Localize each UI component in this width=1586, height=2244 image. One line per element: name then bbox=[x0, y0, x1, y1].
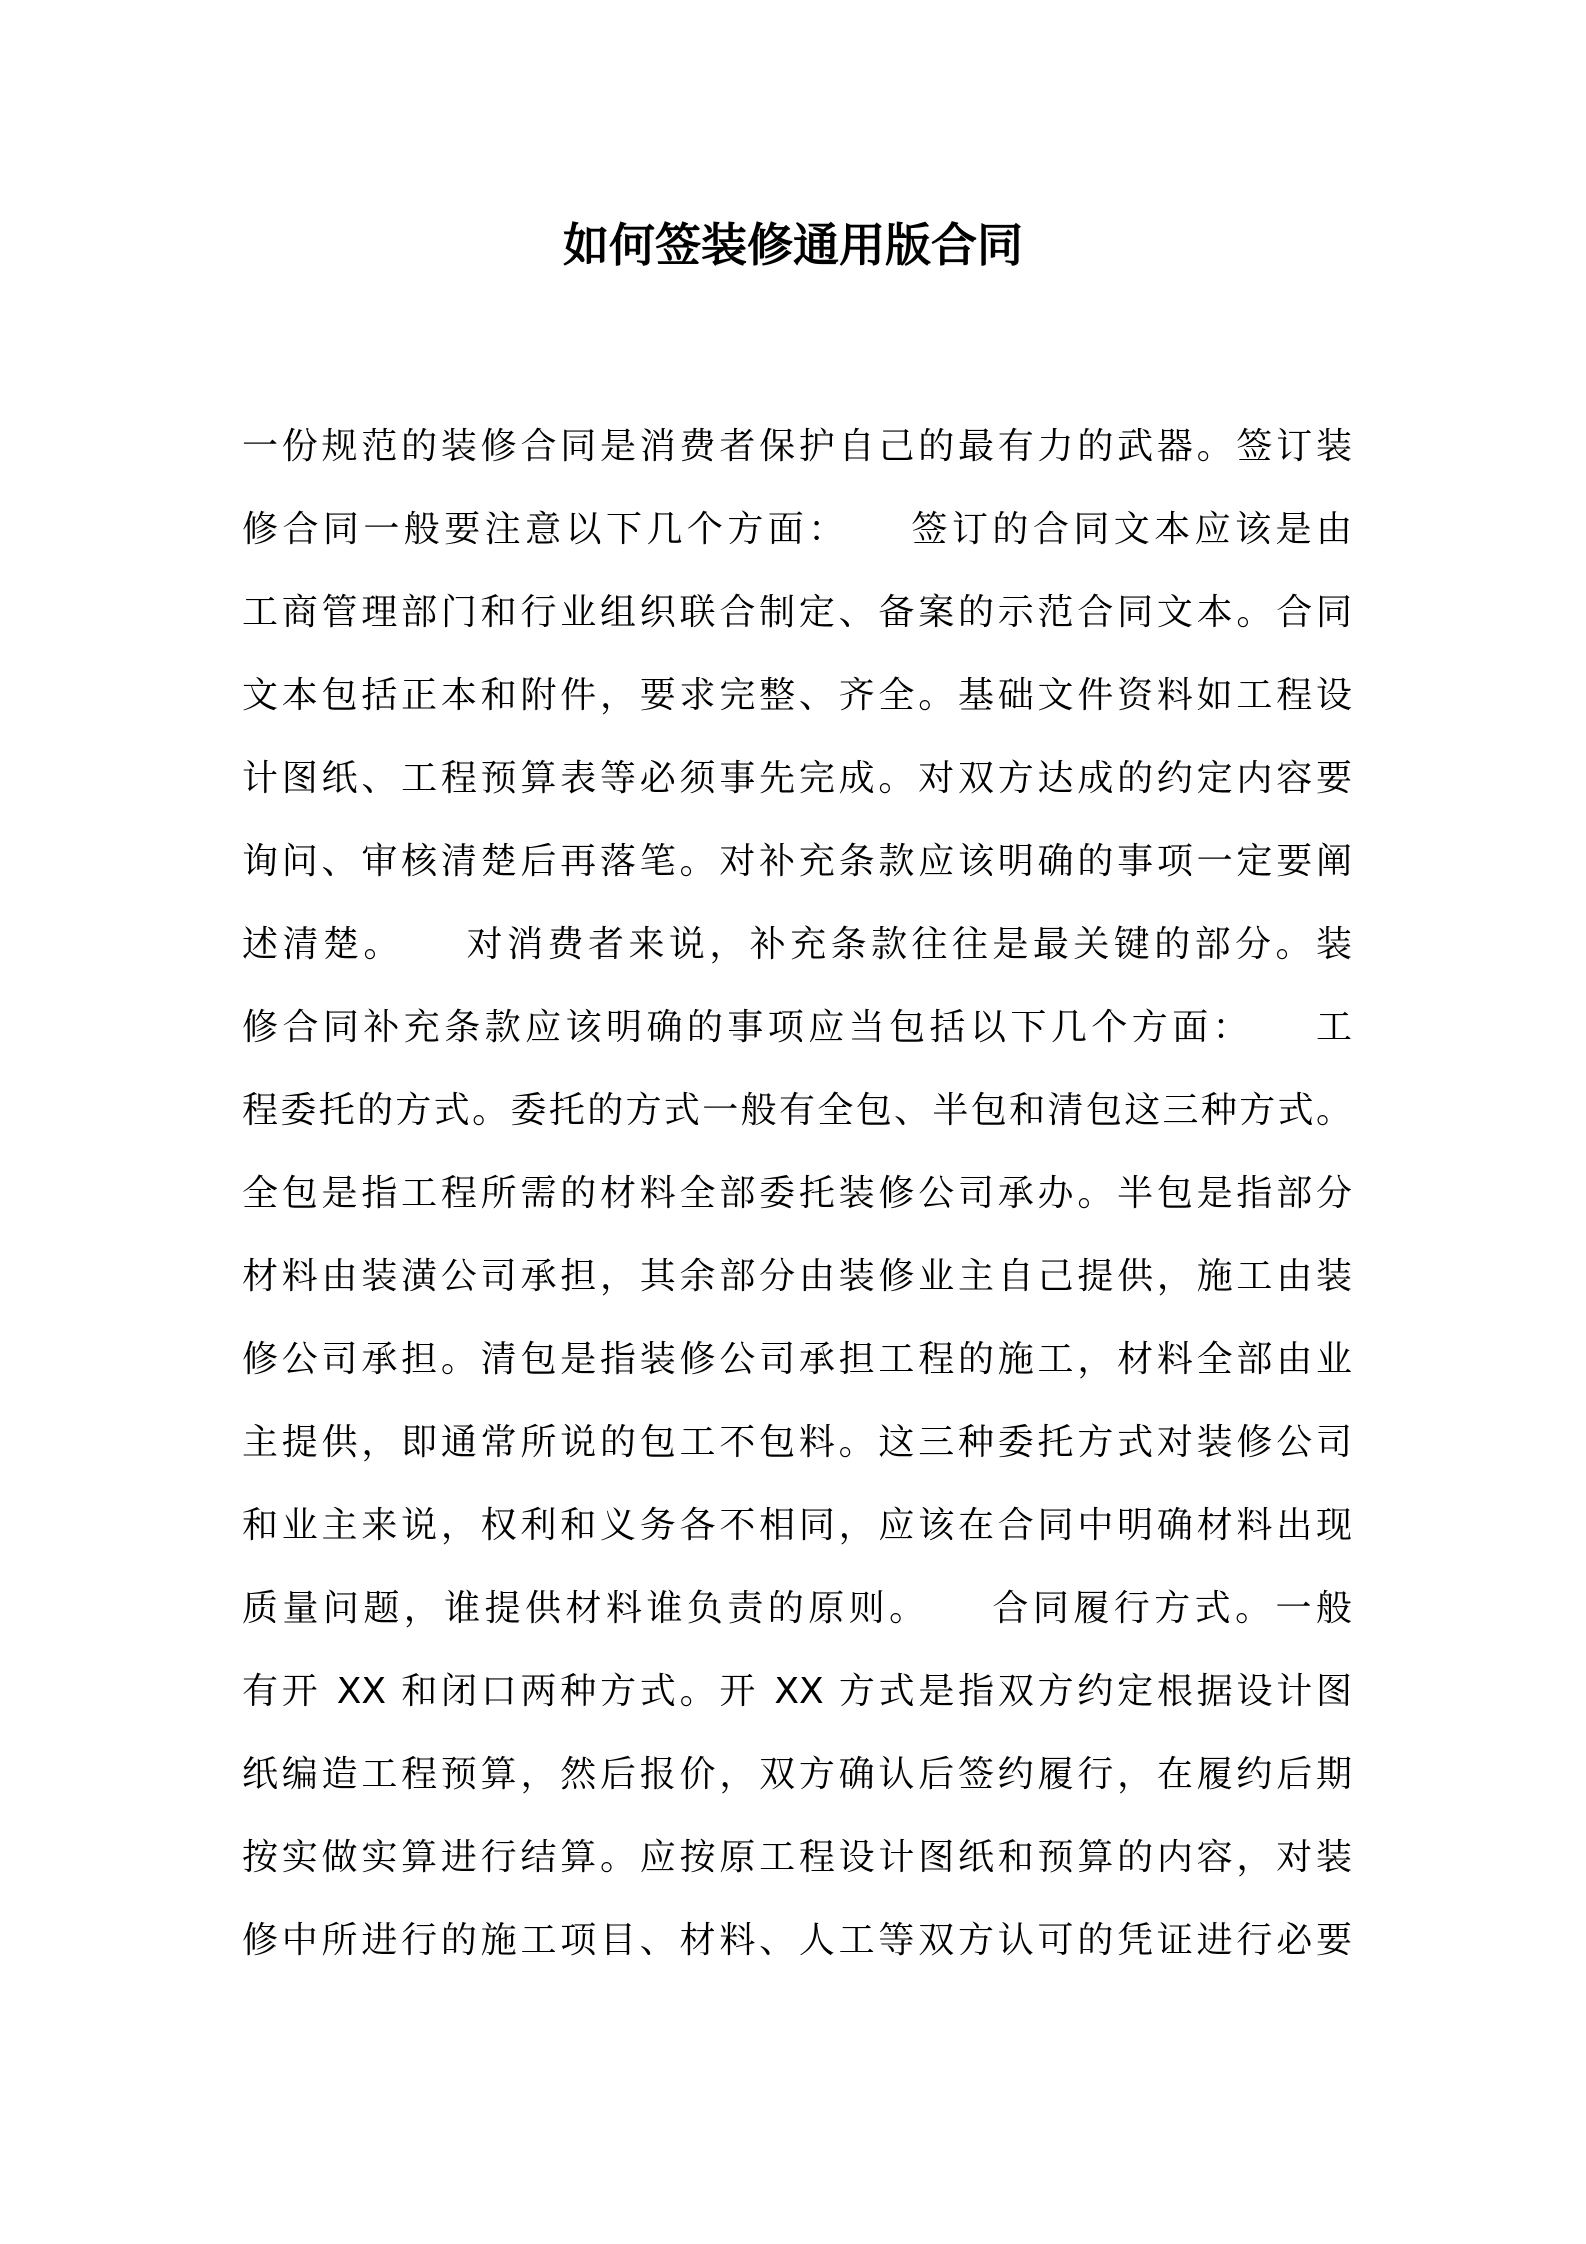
body-line: 一份规范的装修合同是消费者保护自己的最有力的武器。签订装 bbox=[242, 426, 1352, 467]
body-line: 纸编造工程预算，然后报价，双方确认后签约履行，在履约后期 bbox=[242, 1754, 1352, 1795]
document-body bbox=[242, 405, 1352, 1982]
body-line: 主提供，即通常所说的包工不包料。这三种委托方式对装修公司 bbox=[242, 1422, 1352, 1463]
body-line: 修公司承担。清包是指装修公司承担工程的施工，材料全部由业 bbox=[242, 1339, 1352, 1380]
body-line: 修合同一般要注意以下几个方面： 签订的合同文本应该是由 bbox=[242, 509, 1352, 550]
body-line: 程委托的方式。委托的方式一般有全包、半包和清包这三种方式。 bbox=[242, 1090, 1352, 1131]
body-line: 修合同补充条款应该明确的事项应当包括以下几个方面： 工 bbox=[242, 1007, 1352, 1048]
body-line: 文本包括正本和附件，要求完整、齐全。基础文件资料如工程设 bbox=[242, 675, 1352, 716]
body-line: 质量问题，谁提供材料谁负责的原则。 合同履行方式。一般 bbox=[242, 1588, 1352, 1629]
body-line: 工商管理部门和行业组织联合制定、备案的示范合同文本。合同 bbox=[242, 592, 1352, 633]
document-title: 如何签装修通用版合同 bbox=[563, 218, 1023, 272]
body-line: 和业主来说，权利和义务各不相同，应该在合同中明确材料出现 bbox=[242, 1505, 1352, 1546]
body-line: 材料由装潢公司承担，其余部分由装修业主自己提供，施工由装 bbox=[242, 1256, 1352, 1297]
body-line: 修中所进行的施工项目、材料、人工等双方认可的凭证进行必要 bbox=[242, 1920, 1352, 1961]
body-line: 有开 XX 和闭口两种方式。开 XX 方式是指双方约定根据设计图 bbox=[242, 1671, 1352, 1712]
body-line: 计图纸、工程预算表等必须事先完成。对双方达成的约定内容要 bbox=[242, 758, 1352, 799]
body-line: 述清楚。 对消费者来说，补充条款往往是最关键的部分。装 bbox=[242, 924, 1352, 965]
body-line: 询问、审核清楚后再落笔。对补充条款应该明确的事项一定要阐 bbox=[242, 841, 1352, 882]
body-line: 按实做实算进行结算。应按原工程设计图纸和预算的内容，对装 bbox=[242, 1837, 1352, 1878]
body-line: 全包是指工程所需的材料全部委托装修公司承办。半包是指部分 bbox=[242, 1173, 1352, 1214]
